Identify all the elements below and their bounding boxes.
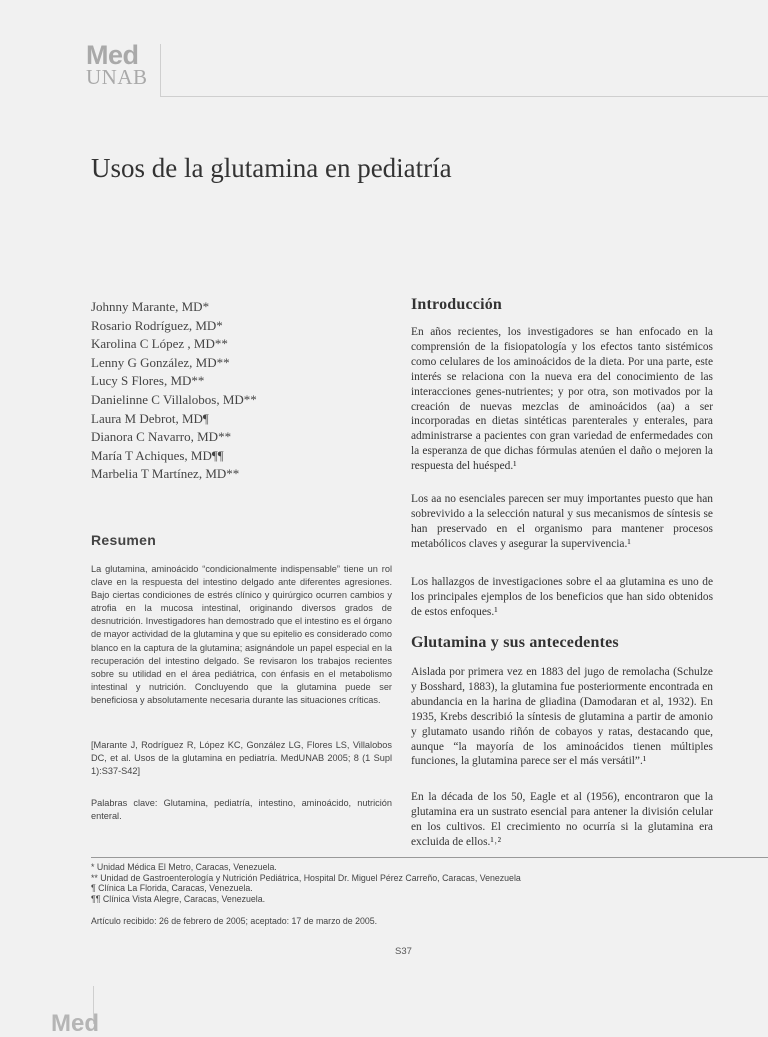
background-heading: Glutamina y sus antecedentes [411, 634, 619, 651]
intro-paragraph: Los hallazgos de investigaciones sobre el aa glutamina es uno de los principales ejemplos de los beneficios que han sido obtenidos de estos enfoques.¹ [411, 576, 713, 618]
author: Lucy S Flores, MD** [91, 373, 205, 389]
author-list [91, 298, 257, 484]
background-paragraph: En la década de los 50, Eagle et al (1956), encontraron que la glutamina era un sustrato esencial para antener la división celular en los cultivos. El crecimiento no ocurría si la glutamina era excluida de ellos.¹˒² [411, 791, 713, 848]
background-paragraph: Aislada por primera vez en 1883 del jugo de remolacha (Schulze y Bosshard, 1883), la glutamina fue posteriormente encontrada en abundancia en la harina de gliadina (Damodaran et al, 1932). En 1935, Krebs describió la síntesis de glutamina a partir de amonio y glutamato usando riñón de cobayos y ratas, destacando que, aunque “la mayoría de los aminoácidos tienen múltiples funciones, la glutamina parece ser el más versátil”.¹ [411, 666, 713, 768]
abstract-heading: Resumen [91, 532, 157, 548]
citation: [Marante J, Rodríguez R, López KC, González LG, Flores LS, Villalobos DC, et al. Usos de la glutamina en pediatría. MedUNAB 2005; 8 (1 Supl 1):S37-S42] [91, 740, 392, 777]
abstract-text: La glutamina, aminoácido “condicionalmente indispensable” tiene un rol clave en la respuesta del intestino delgado ante diferentes agresiones. Bajo ciertas condiciones de estrés clínico y quirúrgico ocurren cambios y atrofia en la mucosa intestinal, originando diversos grados de desnutrición. Investigadores han demostrado que el intestino es el órgano de mayor actividad de la glutamina y que su epitelio es considerado como blanco en la captura de la glutamina; asignándole un papel especial en la recuperación del intestino delgado. Se revisaron los trabajos recientes sobre su utilidad en el área pediátrica, con énfasis en el metabolismo intestinal y nutrición. Concluyendo que la glutamina puede ser beneficiosa y absolutamente necesaria durante las situaciones críticas. [91, 564, 392, 705]
footnote: * Unidad Médica El Metro, Caracas, Venezuela. [91, 862, 277, 872]
received-date: Artículo recibido: 26 de febrero de 2005; aceptado: 17 de marzo de 2005. [91, 916, 378, 926]
footnote: ** Unidad de Gastroenterología y Nutrición Pediátrica, Hospital Dr. Miguel Pérez Carreño, Caracas, Venezuela [91, 872, 521, 883]
keywords: Palabras clave: Glutamina, pediatría, intestino, aminoácido, nutrición enteral. [91, 798, 392, 822]
journal-logo [86, 42, 148, 88]
page-number: S37 [395, 946, 412, 957]
intro-paragraph: Los aa no esenciales parecen ser muy importantes puesto que han sobrevivido a la selección natural y sus mecanismos de síntesis se han preservado en el organismo para mantener procesos metabólicos claves y asegurar la supervivencia.¹ [411, 493, 713, 550]
author: Laura M Debrot, MD¶ [91, 410, 209, 426]
footnote: ¶¶ Clínica Vista Alegre, Caracas, Venezuela. [91, 893, 266, 904]
footnote-divider [91, 857, 768, 858]
affiliation-footnotes [91, 862, 521, 904]
author: Johnny Marante, MD* [91, 299, 210, 314]
header-divider-horizontal [160, 96, 768, 97]
author: Dianora C Navarro, MD** [91, 429, 232, 445]
article-title: Usos de la glutamina en pediatría [91, 153, 452, 183]
introduction-heading: Introducción [411, 296, 503, 313]
author: Danielinne C Villalobos, MD** [91, 391, 257, 407]
header-divider-vertical [160, 44, 161, 96]
author: Karolina C López , MD** [91, 336, 228, 352]
next-page-logo: Med [51, 1010, 99, 1037]
author: María T Achiques, MD¶¶ [91, 447, 224, 463]
intro-paragraph: En años recientes, los investigadores se han enfocado en la comprensión de la fisiopatología y los efectos tanto sistémicos como celulares de los aminoácidos de la dieta. Por una parte, este interés se relaciona con la nueva era del conocimiento de las interacciones genes-nutrientes; y por otra, son motivados por la creación de nuevas mezclas de aminoácidos (aa) a ser incorporadas en dietas sintéticas parenterales y enterales, para administrarse a pacientes con gran variedad de enfermedades con la esperanza de que dichas fórmulas atenúen el daño o mejoren la respuesta del huésped.¹ [411, 326, 713, 473]
author: Lenny G González, MD** [91, 354, 230, 370]
footnote: ¶ Clínica La Florida, Caracas, Venezuela. [91, 883, 253, 893]
logo-unab: UNAB [86, 65, 148, 89]
logo-med: Med [86, 40, 139, 70]
author: Marbelia T Martínez, MD** [91, 466, 240, 482]
author: Rosario Rodríguez, MD* [91, 317, 223, 333]
